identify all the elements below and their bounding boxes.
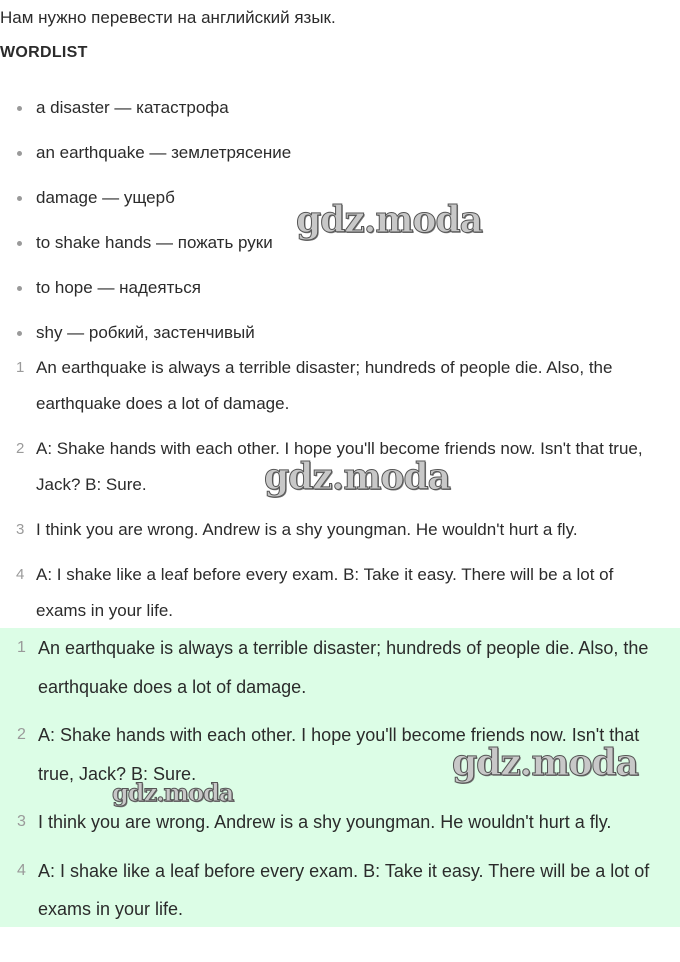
answer-item bbox=[0, 852, 680, 929]
item-number: 3 bbox=[17, 813, 26, 830]
watermark: gdz.moda bbox=[296, 199, 482, 241]
item-number: 2 bbox=[16, 440, 25, 457]
answer-text: An earthquake is always a terrible disaster; hundreds of people die. Also, the earthquake does a lot of damage. bbox=[38, 638, 649, 697]
item-number: 1 bbox=[16, 359, 25, 376]
bullet-icon bbox=[17, 151, 22, 156]
list-item-text: shy — робкий, застенчивый bbox=[36, 323, 255, 342]
list-item bbox=[0, 90, 680, 135]
list-item-text: damage — ущерб bbox=[36, 188, 175, 207]
list-item bbox=[0, 135, 680, 180]
list-item-text: a disaster — катастрофа bbox=[36, 98, 229, 117]
bullet-icon bbox=[17, 286, 22, 291]
list-item-text: to shake hands — пожать руки bbox=[36, 233, 273, 252]
wordlist-heading: WORDLIST bbox=[0, 44, 88, 61]
answer-text: I think you are wrong. Andrew is a shy youngman. He wouldn't hurt a fly. bbox=[38, 812, 612, 832]
answer-item bbox=[0, 803, 680, 842]
item-number: 2 bbox=[17, 726, 26, 743]
list-item bbox=[0, 270, 680, 315]
watermark: gdz.moda bbox=[264, 456, 450, 498]
sentence-text: I think you are wrong. Andrew is a shy youngman. He wouldn't hurt a fly. bbox=[36, 520, 578, 539]
watermark: gdz.moda bbox=[112, 778, 234, 807]
item-number: 4 bbox=[17, 861, 26, 879]
sentence-item bbox=[0, 350, 680, 422]
sentence-item bbox=[0, 557, 680, 629]
answer-text: A: I shake like a leaf before every exam. B: Take it easy. There will be a lot of exams in your life. bbox=[38, 860, 650, 919]
intro-text: Нам нужно перевести на английский язык. bbox=[0, 8, 336, 27]
sentence-text: An earthquake is always a terrible disaster; hundreds of people die. Also, the earthquake does a lot of damage. bbox=[36, 358, 613, 413]
list-item-text: an earthquake — землетрясение bbox=[36, 143, 292, 162]
sentence-text: A: Shake hands with each other. I hope you'll become friends now. Isn't that true, Jack? B: Sure. bbox=[36, 439, 643, 494]
sentence-text: A: I shake like a leaf before every exam. B: Take it easy. There will be a lot of exams in your life. bbox=[36, 565, 614, 620]
item-number: 3 bbox=[16, 521, 25, 538]
item-number: 4 bbox=[16, 566, 25, 583]
sentence-item bbox=[0, 512, 680, 548]
answer-text: A: Shake hands with each other. I hope you'll become friends now. Isn't that true, Jack? B: Sure. bbox=[38, 725, 640, 784]
bullet-icon bbox=[17, 196, 22, 201]
bullet-icon bbox=[17, 331, 22, 336]
answer-item bbox=[0, 629, 680, 706]
list-item-text: to hope — надеяться bbox=[36, 278, 201, 297]
watermark: gdz.moda bbox=[452, 742, 638, 784]
bullet-icon bbox=[17, 241, 22, 246]
item-number: 1 bbox=[17, 639, 26, 656]
bullet-icon bbox=[17, 106, 22, 111]
